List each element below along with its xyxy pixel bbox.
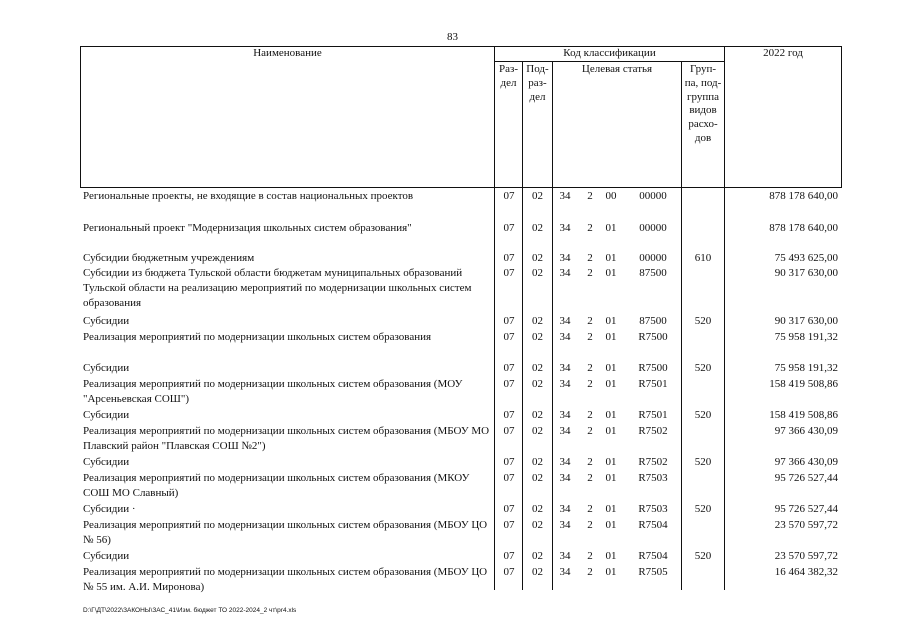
- row-target-event: 01: [605, 566, 617, 578]
- page-number: 83: [447, 31, 458, 43]
- row-target-event: 01: [605, 409, 617, 421]
- file-path-footer: D:\Г\ДТ\2022\ЗАКОНЫ\ЗАС_41\Изм. бюджет ТО 2022-2024_2 чт\pr4.xls: [83, 607, 297, 614]
- header-year: 2022 год: [763, 47, 803, 59]
- row-target-event: 01: [605, 472, 617, 484]
- row-subsection: 02: [532, 566, 543, 578]
- row-amount: 16 464 382,32: [774, 566, 838, 578]
- row-target-subprogram: 2: [587, 190, 593, 202]
- row-amount: 97 366 430,09: [774, 456, 838, 468]
- row-section: 07: [503, 378, 515, 390]
- header-target: Целевая статья: [581, 63, 653, 75]
- row-name: Реализация мероприятий по модернизации школьных систем образования (МБОУ МО Плавский район "Плавская СОШ №2"): [83, 425, 490, 452]
- row-subsection: 02: [532, 550, 543, 562]
- row-subsection: 02: [532, 519, 543, 531]
- row-target-program: 34: [559, 425, 571, 437]
- row-target-program: 34: [559, 409, 571, 421]
- row-amount: 158 419 508,86: [769, 409, 838, 421]
- row-target-event: 01: [605, 222, 617, 234]
- row-name: Региональный проект "Модернизация школьных систем образования": [83, 222, 412, 234]
- row-expense-group: 520: [694, 409, 712, 421]
- row-section: 07: [503, 550, 515, 562]
- row-name: Субсидии: [83, 315, 130, 327]
- row-section: 07: [503, 566, 515, 578]
- row-target-direction: R7502: [638, 456, 668, 468]
- row-target-event: 00: [605, 190, 617, 202]
- row-section: 07: [503, 409, 515, 421]
- row-subsection: 02: [532, 503, 543, 515]
- row-target-direction: R7502: [638, 425, 668, 437]
- vline-left: [80, 46, 81, 188]
- row-amount: 878 178 640,00: [769, 190, 838, 202]
- row-target-event: 01: [605, 267, 617, 279]
- row-target-subprogram: 2: [587, 503, 593, 515]
- row-expense-group: 610: [694, 252, 712, 264]
- row-subsection: 02: [532, 190, 543, 202]
- row-amount: 878 178 640,00: [769, 222, 838, 234]
- row-target-direction: R7500: [638, 362, 668, 374]
- row-target-event: 01: [605, 252, 617, 264]
- row-subsection: 02: [532, 267, 543, 279]
- row-name: Реализация мероприятий по модернизации школьных систем образования (МБОУ ЦО № 56): [83, 519, 488, 546]
- row-name: Реализация мероприятий по модернизации школьных систем образования (МБОУ ЦО № 55 им. А.И. Миронова): [83, 566, 488, 593]
- row-subsection: 02: [532, 472, 543, 484]
- row-name: Региональные проекты, не входящие в состав национальных проектов: [83, 190, 414, 202]
- row-target-program: 34: [559, 252, 571, 264]
- row-section: 07: [503, 425, 515, 437]
- row-name: Реализация мероприятий по модернизации школьных систем образования (МОУ "Арсеньевская СОШ"): [83, 378, 463, 405]
- row-target-program: 34: [559, 456, 571, 468]
- row-target-direction: R7501: [638, 378, 668, 390]
- row-subsection: 02: [532, 252, 543, 264]
- row-name: Реализация мероприятий по модернизации школьных систем образования: [83, 331, 432, 343]
- row-expense-group: 520: [694, 456, 712, 468]
- header-section: Раз- дел: [498, 63, 518, 89]
- row-target-direction: R7501: [638, 409, 668, 421]
- row-target-direction: 00000: [639, 190, 667, 202]
- row-target-program: 34: [559, 267, 571, 279]
- row-expense-group: 520: [694, 315, 712, 327]
- row-target-program: 34: [559, 378, 571, 390]
- row-name: Субсидии: [83, 456, 130, 468]
- row-subsection: 02: [532, 378, 543, 390]
- row-target-subprogram: 2: [587, 519, 593, 531]
- header-name: Наименование: [253, 47, 322, 59]
- row-target-direction: R7503: [638, 503, 668, 515]
- row-amount: 97 366 430,09: [774, 425, 838, 437]
- row-subsection: 02: [532, 222, 543, 234]
- row-target-subprogram: 2: [587, 222, 593, 234]
- row-target-program: 34: [559, 503, 571, 515]
- row-section: 07: [503, 252, 515, 264]
- header-subsection: Под- раз- дел: [526, 63, 549, 103]
- row-amount: 75 958 191,32: [774, 362, 838, 374]
- header-classification: Код классификации: [563, 47, 656, 59]
- row-target-program: 34: [559, 190, 571, 202]
- row-section: 07: [503, 503, 515, 515]
- header-group: Груп- па, под- группа видов расхо- дов: [684, 63, 722, 144]
- row-target-subprogram: 2: [587, 472, 593, 484]
- row-target-direction: 00000: [639, 222, 667, 234]
- row-target-direction: R7504: [638, 519, 668, 531]
- row-amount: 90 317 630,00: [774, 267, 838, 279]
- row-section: 07: [503, 331, 515, 343]
- row-amount: 23 570 597,72: [774, 519, 838, 531]
- row-target-subprogram: 2: [587, 252, 593, 264]
- row-target-event: 01: [605, 315, 617, 327]
- row-name: Реализация мероприятий по модернизации школьных систем образования (МКОУ СОШ МО Славный): [83, 472, 470, 499]
- row-target-program: 34: [559, 362, 571, 374]
- row-section: 07: [503, 267, 515, 279]
- row-target-event: 01: [605, 331, 617, 343]
- row-target-subprogram: 2: [587, 315, 593, 327]
- row-target-subprogram: 2: [587, 267, 593, 279]
- row-target-event: 01: [605, 425, 617, 437]
- row-name: Субсидии: [83, 550, 130, 562]
- row-amount: 75 493 625,00: [774, 252, 838, 264]
- row-target-direction: 00000: [639, 252, 667, 264]
- row-target-subprogram: 2: [587, 409, 593, 421]
- row-expense-group: 520: [694, 550, 712, 562]
- row-amount: 95 726 527,44: [774, 503, 838, 515]
- row-target-program: 34: [559, 331, 571, 343]
- row-target-subprogram: 2: [587, 550, 593, 562]
- row-name: Субсидии бюджетным учреждениям: [83, 252, 255, 264]
- row-target-event: 01: [605, 378, 617, 390]
- row-target-program: 34: [559, 315, 571, 327]
- row-name: Субсидии: [83, 409, 130, 421]
- row-section: 07: [503, 315, 515, 327]
- row-target-subprogram: 2: [587, 378, 593, 390]
- row-target-subprogram: 2: [587, 362, 593, 374]
- row-expense-group: 520: [694, 503, 712, 515]
- row-name: Субсидии ·: [83, 503, 136, 515]
- row-subsection: 02: [532, 315, 543, 327]
- row-target-direction: R7504: [638, 550, 668, 562]
- row-target-direction: 87500: [639, 315, 667, 327]
- row-target-event: 01: [605, 503, 617, 515]
- row-section: 07: [503, 190, 515, 202]
- row-target-subprogram: 2: [587, 331, 593, 343]
- row-amount: 90 317 630,00: [774, 315, 838, 327]
- row-amount: 95 726 527,44: [774, 472, 838, 484]
- row-target-program: 34: [559, 550, 571, 562]
- row-subsection: 02: [532, 331, 543, 343]
- row-target-program: 34: [559, 222, 571, 234]
- row-target-subprogram: 2: [587, 456, 593, 468]
- row-name: Субсидии из бюджета Тульской области бюджетам муниципальных образований Тульской области на реализацию мероприятий по модернизации школьных систем образования: [83, 267, 472, 309]
- row-amount: 75 958 191,32: [774, 331, 838, 343]
- row-target-direction: R7500: [638, 331, 668, 343]
- row-target-subprogram: 2: [587, 425, 593, 437]
- row-subsection: 02: [532, 362, 543, 374]
- row-target-direction: R7503: [638, 472, 668, 484]
- header-bottom-border: [80, 187, 842, 188]
- row-subsection: 02: [532, 425, 543, 437]
- vline-right: [841, 46, 842, 188]
- row-section: 07: [503, 519, 515, 531]
- row-name: Субсидии: [83, 362, 130, 374]
- vline-name: [494, 46, 495, 590]
- row-section: 07: [503, 222, 515, 234]
- row-target-program: 34: [559, 566, 571, 578]
- row-target-program: 34: [559, 472, 571, 484]
- row-section: 07: [503, 472, 515, 484]
- row-subsection: 02: [532, 409, 543, 421]
- row-target-event: 01: [605, 456, 617, 468]
- row-target-direction: R7505: [638, 566, 668, 578]
- row-target-direction: 87500: [639, 267, 667, 279]
- row-section: 07: [503, 362, 515, 374]
- row-section: 07: [503, 456, 515, 468]
- row-target-event: 01: [605, 550, 617, 562]
- row-amount: 158 419 508,86: [769, 378, 838, 390]
- row-target-event: 01: [605, 519, 617, 531]
- classification-underline: [494, 61, 724, 62]
- row-target-program: 34: [559, 519, 571, 531]
- row-expense-group: 520: [694, 362, 712, 374]
- row-amount: 23 570 597,72: [774, 550, 838, 562]
- row-target-subprogram: 2: [587, 566, 593, 578]
- row-target-event: 01: [605, 362, 617, 374]
- row-subsection: 02: [532, 456, 543, 468]
